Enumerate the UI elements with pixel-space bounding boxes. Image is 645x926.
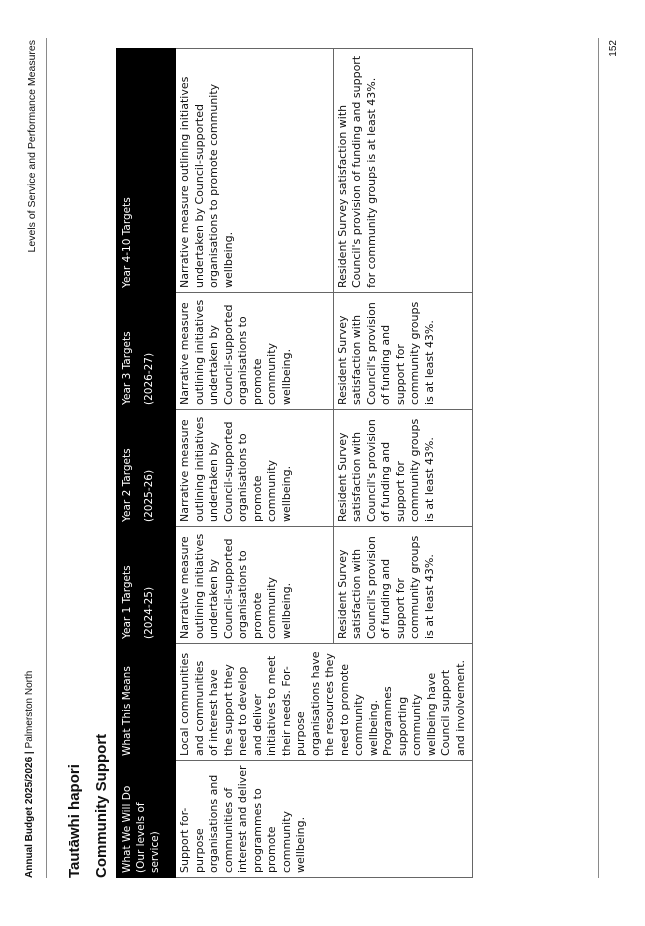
col-header-year4-10: Year 4-10 Targets <box>117 49 176 293</box>
cell-year2-survey: Resident Survey satisfaction with Council's provision of funding and support for community groups is at least 43%. <box>333 410 472 527</box>
cell-year4-10-survey: Resident Survey satisfaction with Council's provision of funding and support for community groups is at least 43%. <box>333 49 472 293</box>
header-rule <box>46 38 47 878</box>
col-header-year1: Year 1 Targets (2024-25) <box>117 527 176 644</box>
document-header <box>24 671 35 878</box>
cell-year2-narrative: Narrative measure outlining initiatives undertaken by Council-supported organisations to promote community wellbeing. <box>176 410 334 527</box>
cell-year1-narrative: Narrative measure outlining initiatives undertaken by Council-supported organisations to promote community wellbeing. <box>176 527 334 644</box>
cell-level-of-service: Support for-purpose organisations and communities of interest and deliver programmes to promote community wellbeing. <box>176 761 473 878</box>
cell-year1-survey: Resident Survey satisfaction with Council's provision of funding and support for community groups is at least 43%. <box>333 527 472 644</box>
header-separator: | <box>24 751 35 755</box>
page-heading: Community Support <box>93 733 110 878</box>
cell-year3-survey: Resident Survey satisfaction with Council's provision of funding and support for community groups is at least 43%. <box>333 293 472 410</box>
maori-heading: Tautāwhi hapori <box>66 764 83 878</box>
col-header-year2-period: (2025-26) <box>143 469 155 522</box>
footer-rule <box>598 38 599 878</box>
org-name: Palmerston North <box>24 670 35 749</box>
col-header-what-this-means: What This Means <box>117 644 176 761</box>
cell-what-this-means: Local communities and communities of interest have the support they need to develop and deliver initiatives to meet their needs. For-purpose organisations have the resources they need to promote community wellbeing. Programmes supporting community wellbeing have Council support and involvement. <box>176 644 473 761</box>
table-row <box>176 49 334 878</box>
doc-title: Annual Budget 2025/2026 <box>24 756 35 878</box>
col-header-year3-period: (2026-27) <box>143 352 155 405</box>
page-number: 152 <box>608 40 619 57</box>
section-title: Levels of Service and Performance Measures <box>26 40 38 253</box>
col-header-levels-of-service: What We Will Do (Our levels of service) <box>117 761 176 878</box>
col-header-year3: Year 3 Targets (2026-27) <box>117 293 176 410</box>
col-header-year1-period: (2024-25) <box>143 586 155 639</box>
levels-of-service-table <box>116 48 473 878</box>
cell-year3-narrative: Narrative measure outlining initiatives undertaken by Council-supported organisations to promote community wellbeing. <box>176 293 334 410</box>
cell-year4-10-narrative: Narrative measure outlining initiatives undertaken by Council-supported organisations to promote community wellbeing. <box>176 49 334 293</box>
table-header-row <box>117 49 176 878</box>
col-header-year2: Year 2 Targets (2025-26) <box>117 410 176 527</box>
